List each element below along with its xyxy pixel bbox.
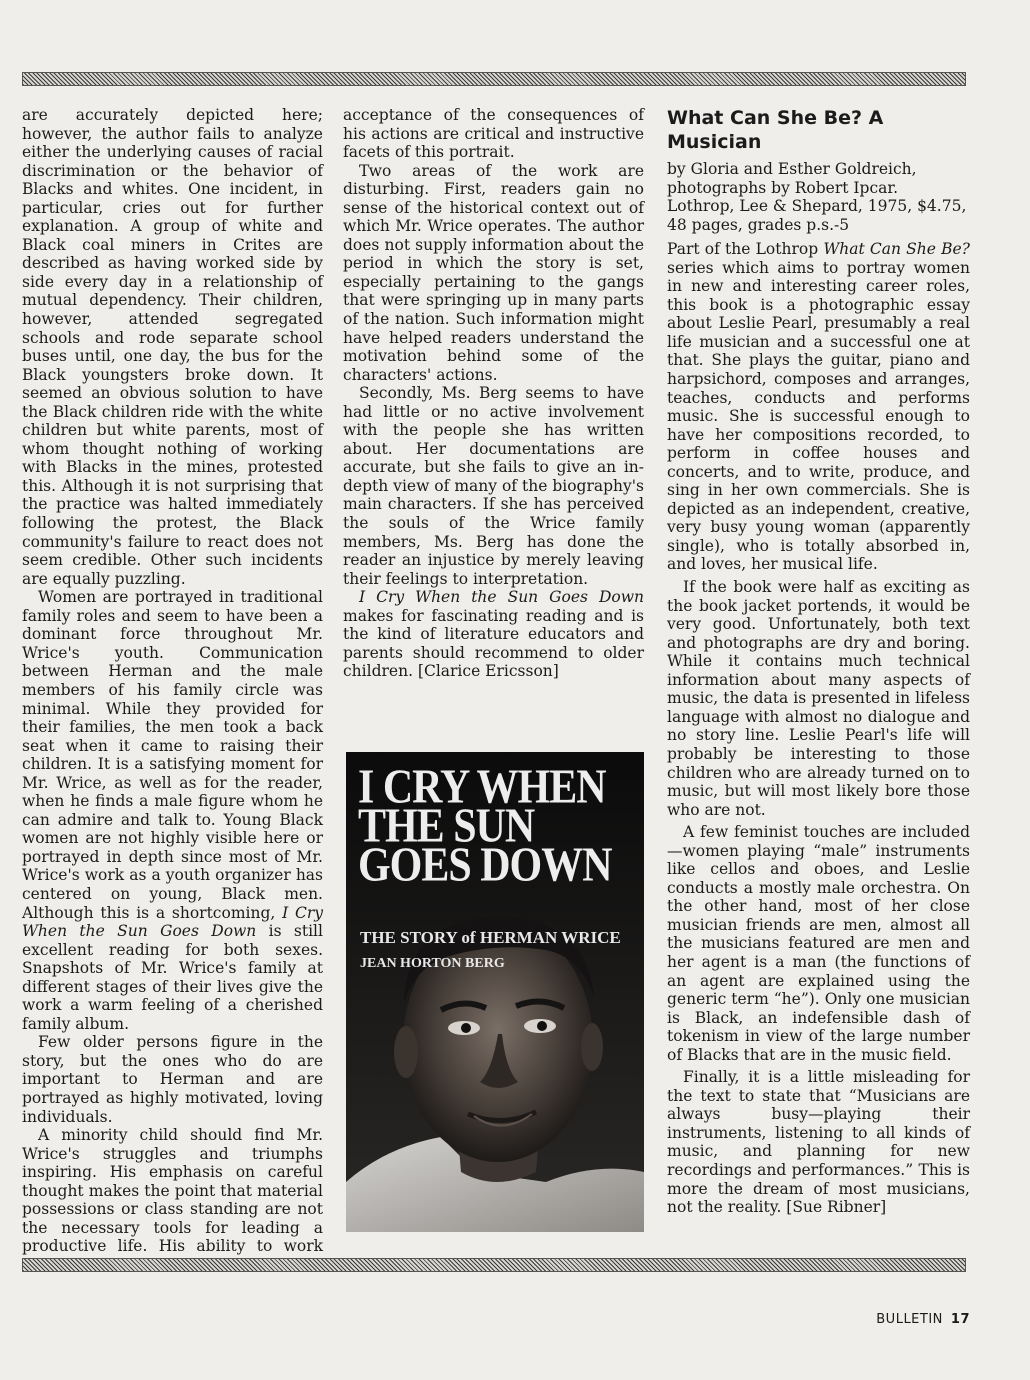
paragraph: If the book were half as exciting as the book jacket portends, it would be very good. Unfortunately, both text and photographs are dry and boring. While it contains much technical information about many aspects of music, the data is presented in lifeless language with almost no dialogue and no story line. Leslie Pearl's life will probably be interesting to those children who are already turned on to music, but will most likely bore those who are not. bbox=[667, 578, 970, 819]
cover-author: JEAN HORTON BERG bbox=[360, 956, 505, 971]
paragraph: Finally, it is a little misleading for the text to state that “Musicians are always busy—playing their instruments, listening to all kinds of music, and planning for new recordings and performances.” This is more the dream of most musicians, not the reality. [Sue Ribner] bbox=[667, 1068, 970, 1217]
page-footer bbox=[876, 1312, 970, 1327]
paragraph: A minority child should find Mr. Wrice's struggles and triumphs inspiring. His emphasis on careful thought makes the point that material possessions or class standing are not the necessary tools for leading a productive life. His ability to work bbox=[22, 1126, 323, 1256]
top-rule bbox=[22, 72, 966, 86]
paragraph: Women are portrayed in traditional family roles and seem to have been a dominant force throughout Mr. Wrice's youth. Communication between Herman and the male members of his family circle was minimal. While they provided for their families, the men took a back seat when it came to raising their children. It is a satisfying moment for Mr. Wrice, as well as for the reader, when he finds a male figure whom he can admire and talk to. Young Black women are not highly visible here or portrayed in depth since most of Mr. Wrice's work as a youth organizer has centered on young, Black men. Although this is a shortcoming, I Cry When the Sun Goes Down is still excellent reading for both sexes. Snapshots of Mr. Wrice's family at different stages of their lives give the work a warm feeling of a cherished family album. bbox=[22, 588, 323, 1033]
column-1 bbox=[22, 106, 323, 1274]
paragraph: Secondly, Ms. Berg seems to have had little or no active involvement with the people she has written about. Her documentations are accurate, but she fails to give an in-depth view of many of the biography's main characters. If she has perceived the souls of the Wrice family members, Ms. Berg has done the reader an injustice by merely leaving their feelings to interpretation. bbox=[343, 384, 644, 588]
paragraph: are accurately depicted here; however, the author fails to analyze either the underlying causes of racial discrimination or the behavior of Blacks and whites. One incident, in particular, cries out for further explanation. A group of white and Black coal miners in Crites are described as having worked side by side every day in a relationship of mutual dependency. Their children, however, attended segregated schools and rode separate school buses until, one day, the bus for the Black youngsters broke down. It seemed an obvious solution to have the Black children ride with the white children but white parents, most of whom thought nothing of working with Blacks in the mines, protested this. Although it is not surprising that the practice was halted immediately following the protest, the Black community's failure to react does not seem credible. Other such incidents are equally puzzling. bbox=[22, 106, 323, 588]
paragraph: Part of the Lothrop What Can She Be? series which aims to portray women in new and interesting career roles, this book is a photographic essay about Leslie Pearl, presumably a real life musician and a successful one at that. She plays the guitar, piano and harpsichord, composes and arranges, teaches, conducts and performs music. She is successful enough to have her compositions recorded, to perform in coffee houses and concerts, and to write, produce, and sing in her own commercials. She is depicted as an independent, creative, very busy young woman (apparently single), who is totally absorbed in, and loves, her musical life. bbox=[667, 240, 970, 574]
column-3 bbox=[667, 106, 970, 1217]
series-title-italic: What Can She Be? bbox=[823, 240, 970, 259]
footer-label: BULLETIN bbox=[876, 1312, 943, 1327]
cover-subtitle: THE STORY of HERMAN WRICE bbox=[360, 928, 621, 947]
bottom-rule bbox=[22, 1258, 966, 1272]
paragraph: acceptance of the consequences of his actions are critical and instructive facets of this portrait. bbox=[343, 106, 644, 162]
paragraph: Two areas of the work are disturbing. First, readers gain no sense of the historical context out of which Mr. Wrice operates. The author does not supply information about the period in which the story is set, especially pertaining to the gangs that were springing up in many parts of the nation. Such information might have helped readers understand the motivation behind some of the characters' actions. bbox=[343, 161, 644, 384]
column-2 bbox=[343, 106, 644, 681]
book-title-italic: I Cry When the Sun Goes Down bbox=[359, 588, 644, 607]
paragraph: Few older persons figure in the story, but the ones who do are important to Herman and are portrayed as highly motivated, loving individuals. bbox=[22, 1033, 323, 1126]
book-title-italic: I Cry When the Sun Goes Down bbox=[22, 903, 323, 941]
paragraph: I Cry When the Sun Goes Down makes for fascinating reading and is the kind of literature educators and parents should recommend to older children. [Clarice Ericsson] bbox=[343, 588, 644, 681]
paragraph: A few feminist touches are included—women playing “male” instruments like cellos and oboes, and Leslie conducts a mostly male orchestra. On the other hand, most of her close musician friends are men, almost all the musicians featured are men and her agent is a man (the functions of an agent are explained using the generic term “he”). Only one musician is Black, an indefensible dash of tokenism in view of the large number of Blacks that are in the music field. bbox=[667, 823, 970, 1064]
book-cover-image bbox=[346, 752, 644, 1232]
cover-title: I CRY WHEN THE SUN GOES DOWN bbox=[358, 761, 612, 893]
page-number: 17 bbox=[950, 1312, 970, 1327]
byline: by Gloria and Esther Goldreich, photographs by Robert Ipcar. Lothrop, Lee & Shepard, 1975, $4.75, 48 pages, grades p.s.-5 bbox=[667, 160, 967, 234]
review-title: What Can She Be? A Musician bbox=[667, 107, 884, 153]
